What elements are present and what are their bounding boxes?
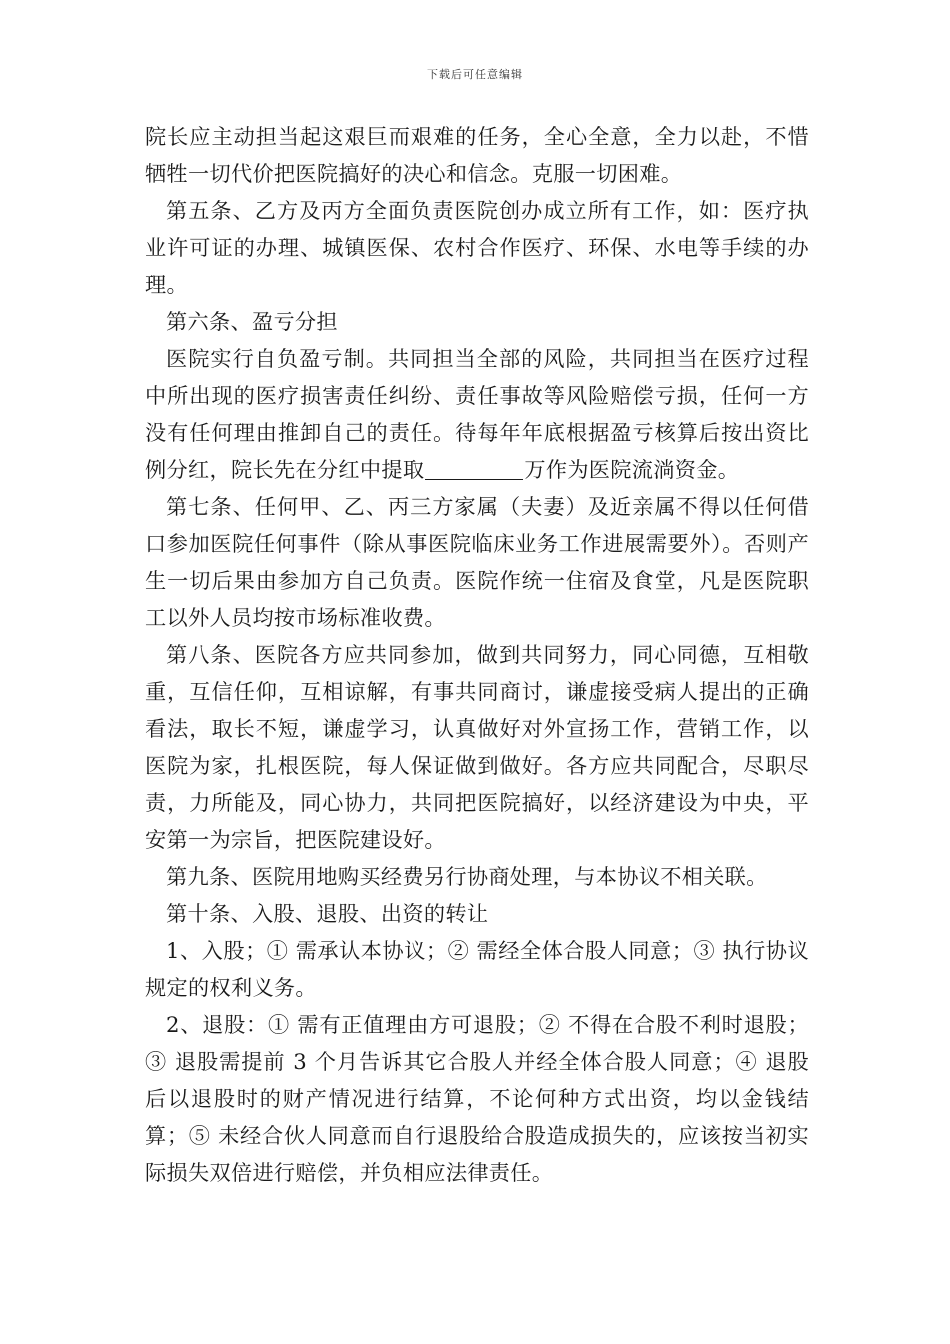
article-10-item-1: 1、入股；① 需承认本协议；② 需经全体合股人同意；③ 执行协议规定的权利义务。 [145,938,809,1000]
article-6-text-after-blank: 万作为医院流淌资金。 [524,457,740,482]
article-6-text-before-blank: 医院实行自负盈亏制。共同担当全部的风险，共同担当在医疗过程中所出现的医疗损害责任纠纷、责任事故等风险赔偿亏损，任何一方没有任何理由推卸自己的责任。待每年年底根据盈亏核算后按出资比例分红，院长先在分红中提取 [145,346,809,482]
article-10-heading: 第十条、入股、退股、出资的转让 [166,901,489,926]
document-body [145,118,809,1191]
article-6-heading: 第六条、盈亏分担 [166,309,338,334]
article-9: 第九条、医院用地购买经费另行协商处理，与本协议不相关联。 [166,864,768,889]
article-7: 第七条、任何甲、乙、丙三方家属（夫妻）及近亲属不得以任何借口参加医院任何事件（除从事医院临床业务工作进展需要外）。否则产生一切后果由参加方自己负责。医院作统一住宿及食堂，凡是医院职工以外人员均按市场标准收费。 [145,494,809,630]
article-8: 第八条、医院各方应共同参加，做到共同努力，同心同德，互相敬重，互信任仰，互相谅解，有事共同商讨，谦虚接受病人提出的正确看法，取长不短，谦虚学习，认真做好对外宣扬工作，营销工作，以医院为家，扎根医院，每人保证做到做好。各方应共同配合，尽职尽责，力所能及，同心协力，共同把医院搞好，以经济建设为中央，平安第一为宗旨，把医院建设好。 [145,642,809,852]
page-header: 下载后可任意编辑 [427,68,523,81]
article-5: 第五条、乙方及丙方全面负责医院创办成立所有工作，如：医疗执业许可证的办理、城镇医保、农村合作医疗、环保、水电等手续的办理。 [145,198,809,297]
paragraph-1: 院长应主动担当起这艰巨而艰难的任务，全心全意，全力以赴，不惜牺牲一切代价把医院搞好的决心和信念。克服一切困难。 [145,124,809,186]
article-6-body [145,340,809,488]
article-10-item-2: 2、退股：① 需有正值理由方可退股；② 不得在合股不利时退股；③ 退股需提前 3 个月告诉其它合股人并经全体合股人同意；④ 退股后以退股时的财产情况进行结算，不论何种方式出资，均以金钱结算；⑤ 未经合伙人同意而自行退股给合股造成损失的，应该按当初实际损失双倍进行赔偿，并负相应法律责任。 [145,1012,809,1185]
fill-in-blank [425,457,523,480]
